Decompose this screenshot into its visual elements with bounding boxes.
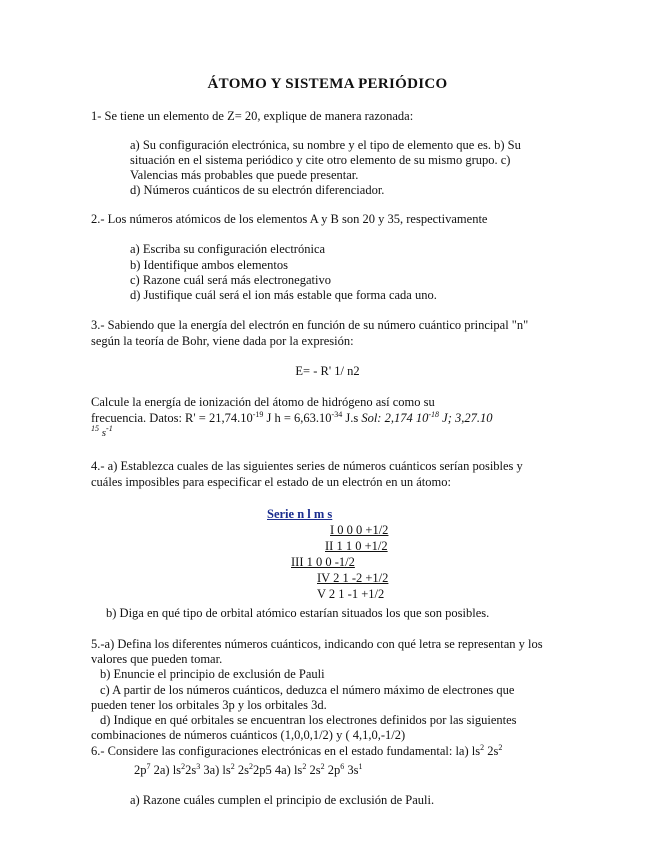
q6-text: 3s <box>344 763 359 777</box>
q5-item-d-1: d) Indique en qué orbitales se encuentran los electrones definidos por las siguientes <box>100 713 517 727</box>
q6-sup: 1 <box>358 762 363 771</box>
q3-solution-energy-exp: -18 <box>428 410 440 419</box>
q1-line-2: situación en el sistema periódico y cite otro elemento de su mismo grupo. c) <box>130 153 511 167</box>
q1-line-4: d) Números cuánticos de su electrón diferenciador. <box>130 183 385 197</box>
q6-sup: 3 <box>196 762 201 771</box>
q3-solution-cont <box>91 426 113 441</box>
q3-solution-unit-exp: -1 <box>106 424 113 433</box>
q5-item-b: b) Enuncie el principio de exclusión de Pauli <box>100 667 325 681</box>
series-row-1: I 0 0 0 +1/2 <box>330 523 389 537</box>
q3-line-1: 3.- Sabiendo que la energía del electrón en función de su número cuántico principal "n" <box>91 318 529 332</box>
q3-solution-unit: s <box>99 427 107 439</box>
q6-text: 2s <box>185 763 197 777</box>
q5-item-d-2: combinaciones de números cuánticos (1,0,0,1/2) y ( 4,1,0,-1/2) <box>91 728 406 742</box>
q6-text: 2s <box>306 763 321 777</box>
q6-sup: 2 <box>320 762 325 771</box>
q3-data-r-exp: -19 <box>252 410 264 419</box>
q3-solution-frequency-exp: 15 <box>91 424 99 433</box>
q6-item-a: a) Razone cuáles cumplen el principio de exclusión de Pauli. <box>130 793 435 807</box>
q3-data-line <box>91 411 492 426</box>
q3-data-h-exp: -34 <box>331 410 343 419</box>
q6-text: 2s <box>484 744 499 758</box>
q2-item-d: d) Justifique cuál será el ion más estable que forma cada uno. <box>130 288 437 302</box>
q3-line-3: Calcule la energía de ionización del átomo de hidrógeno así como su <box>91 395 435 409</box>
q3-formula: E= - R' 1/ n2 <box>295 364 360 378</box>
series-table-header: Serie n l m s <box>267 507 333 521</box>
series-row-2: II 1 1 0 +1/2 <box>325 539 388 553</box>
q6-sup: 2 <box>181 762 186 771</box>
q6-sup: 2 <box>480 743 485 752</box>
q1-line-3: Valencias más probables que puede presentar. <box>130 168 359 182</box>
q3-solution-frequency: J; 3,27.10 <box>439 411 493 425</box>
q6-line-1-text: 6.- Considere las configuraciones electrónicas en el estado fundamental: la) ls <box>91 744 481 758</box>
q4-item-b: b) Diga en qué tipo de orbital atómico estarían situados los que son posibles. <box>106 606 490 620</box>
q6-sup: 2 <box>302 762 307 771</box>
q4-line-1: 4.- a) Establezca cuales de las siguientes series de números cuánticos serían posibles y <box>91 459 523 473</box>
q2-item-b: b) Identifique ambos elementos <box>130 258 288 272</box>
q6-text: 2s <box>234 763 249 777</box>
q6-sup: 2 <box>230 762 235 771</box>
q3-data-unit: J.s <box>342 411 362 425</box>
q6-line-2 <box>134 763 362 778</box>
q6-text: 2a) ls <box>150 763 182 777</box>
q1-line-1: a) Su configuración electrónica, su nombre y el tipo de elemento que es. b) Su <box>130 138 521 152</box>
q2-item-a: a) Escriba su configuración electrónica <box>130 242 326 256</box>
q6-sup: 6 <box>340 762 345 771</box>
q6-sup: 2 <box>249 762 253 771</box>
q6-text: 2p5 4a) ls <box>253 763 303 777</box>
series-row-3: III 1 0 0 -1/2 <box>291 555 355 569</box>
q5-item-c-2: pueden tener los orbitales 3p y los orbitales 3d. <box>91 698 327 712</box>
q3-line-2: según la teoría de Bohr, viene dada por la expresión: <box>91 334 354 348</box>
q6-text: 3a) ls <box>200 763 231 777</box>
q5-line-2: valores que pueden tomar. <box>91 652 223 666</box>
q3-solution-energy: Sol: 2,174 10 <box>361 411 429 425</box>
series-row-4: IV 2 1 -2 +1/2 <box>317 571 389 585</box>
q3-solution <box>361 411 492 425</box>
q6-sup: 2 <box>498 743 503 752</box>
q6-sup: 7 <box>146 762 151 771</box>
q3-data-h: J h = 6,63.10 <box>263 411 332 425</box>
q6-text: 2p <box>134 763 147 777</box>
q6-line-1 <box>91 744 502 759</box>
q2-stem: 2.- Los números atómicos de los elementos A y B son 20 y 35, respectivamente <box>91 212 488 226</box>
series-row-5: V 2 1 -1 +1/2 <box>317 587 385 601</box>
q6-text: 2p <box>324 763 341 777</box>
q5-line-1: 5.-a) Defina los diferentes números cuánticos, indicando con qué letra se representan y los <box>91 637 543 651</box>
q3-data-r: frecuencia. Datos: R' = 21,74.10 <box>91 411 253 425</box>
q2-item-c: c) Razone cuál será más electronegativo <box>130 273 331 287</box>
q4-line-2: cuáles imposibles para especificar el estado de un electrón en un átomo: <box>91 475 451 489</box>
q1-stem: 1- Se tiene un elemento de Z= 20, explique de manera razonada: <box>91 109 414 123</box>
q5-item-c-1: c) A partir de los números cuánticos, deduzca el número máximo de electrones que <box>100 683 515 697</box>
page-title: ÁTOMO Y SISTEMA PERIÓDICO <box>207 76 448 92</box>
